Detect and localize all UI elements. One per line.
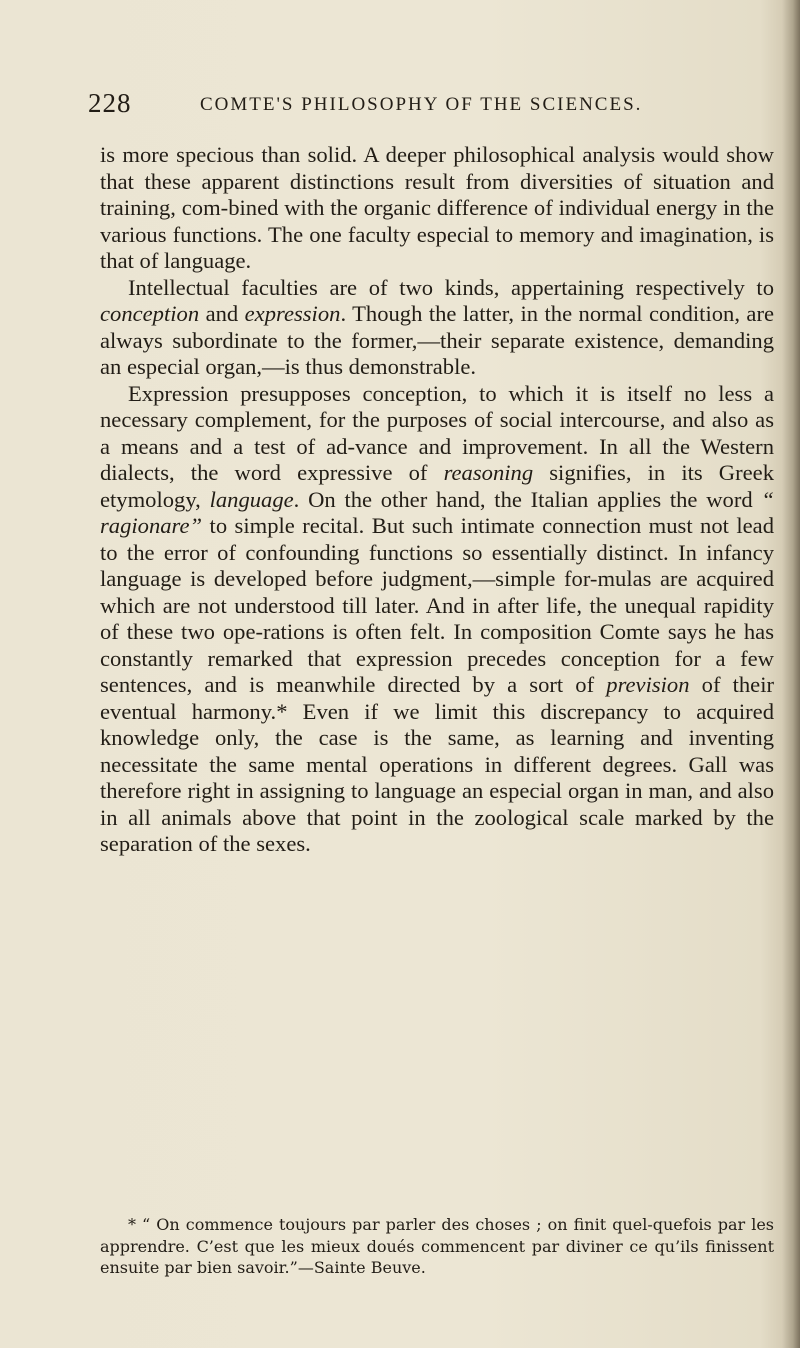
text-run: . Though the latter, in the normal condition, are always subordinate to the former,—their separate existence, demanding an especial organ,—is thus demonstrable. bbox=[100, 301, 775, 379]
emphasis-conception: conception bbox=[100, 301, 200, 326]
text-run: and bbox=[199, 301, 245, 326]
page-edge-shadow bbox=[782, 0, 800, 1348]
emphasis-reasoning: reasoning bbox=[443, 460, 534, 485]
text-run: signifies, in its Greek etymology, bbox=[100, 460, 775, 512]
footnote bbox=[100, 1214, 774, 1279]
text-run: is more specious than solid. A deeper philosophical analysis would show that these apparent distinctions result from diversities of situation and training, com-bined with the organic difference of individual energy in the various functions. The one faculty especial to memory and imagination, is that of language. bbox=[100, 142, 774, 273]
text-run: Intellectual faculties are of two kinds, appertaining respectively to bbox=[128, 274, 774, 300]
emphasis-ragionare: “ ragionare” bbox=[100, 486, 774, 538]
paragraph-2 bbox=[100, 275, 774, 381]
running-head: COMTE'S PHILOSOPHY OF THE SCIENCES. bbox=[200, 94, 643, 115]
emphasis-prevision: prevision bbox=[606, 672, 690, 697]
emphasis-expression: expression bbox=[244, 301, 341, 326]
page-header bbox=[0, 86, 800, 126]
text-run: to simple recital. But such intimate connection must not lead to the error of confounding functions so essentially distinct. In infancy language is developed before judgment,—simple for-mulas are acquired which are not understood till later. And in after life, the unequal rapidity of these two ope-rations is often felt. In composition Comte says he has constantly remarked that expression precedes conception for a few sentences, and is meanwhile directed by a sort of bbox=[100, 513, 774, 697]
footnote-text: * “ On commence toujours par parler des choses ; on finit quel-quefois par les apprendre. C’est que les mieux doués commencent par diviner ce qu’ils finissent ensuite par bien savoir.”—Sainte Beuve. bbox=[100, 1215, 774, 1277]
paragraph-1 bbox=[100, 142, 774, 275]
page-number: 228 bbox=[88, 88, 132, 118]
text-run: of their eventual harmony.* Even if we limit this discrepancy to acquired knowledge only, the case is the same, as learning and inventing necessitate the same mental operations in different degrees. Gall was therefore right in assigning to language an especial organ in man, and also in all animals above that point in the zoological scale marked by the separation of the sexes. bbox=[100, 672, 774, 856]
paragraph-3 bbox=[100, 381, 774, 858]
text-run: Expression presupposes conception, to which it is itself no less a necessary complement, for the purposes of social intercourse, and also as a means and a test of ad-vance and improvement. In all the Western dialects, the word expressive of bbox=[100, 380, 774, 485]
text-run: . On the other hand, the Italian applies the word bbox=[293, 486, 762, 512]
emphasis-language: language bbox=[209, 486, 294, 512]
body-text bbox=[100, 142, 774, 858]
